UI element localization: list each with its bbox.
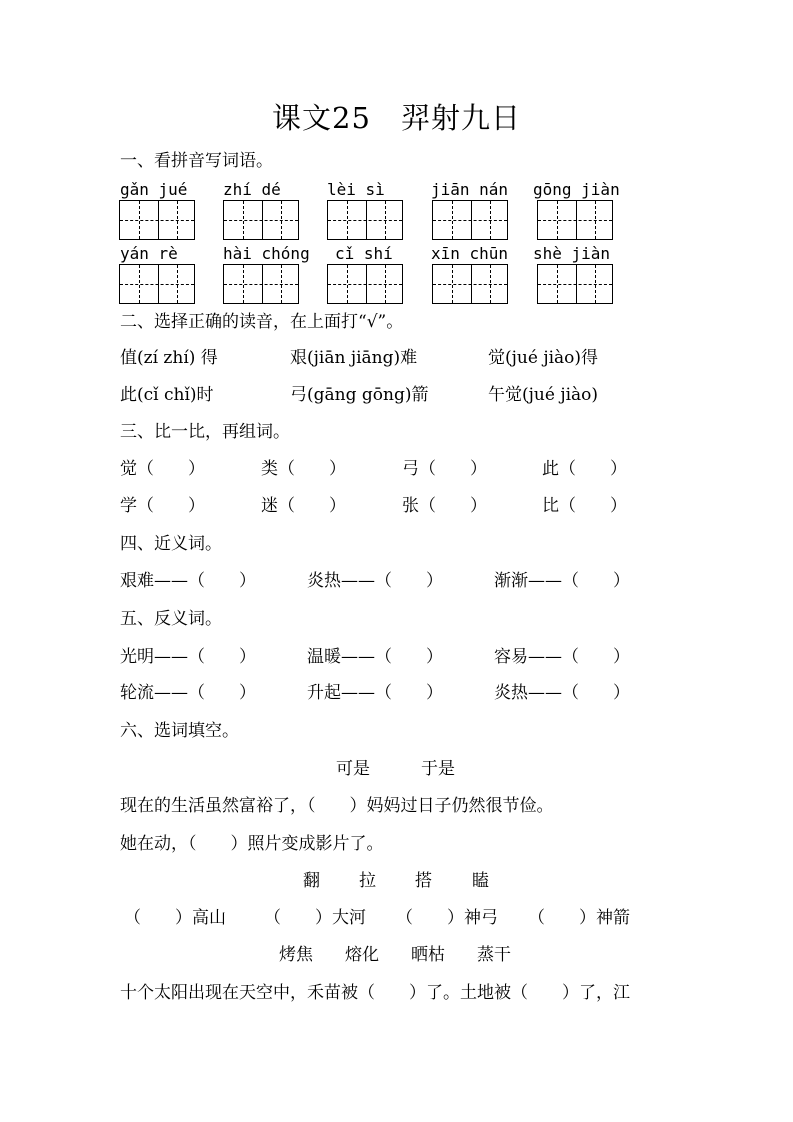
pinyin-5: gōng jiàn [533,180,620,199]
pinyin-6: yán rè [120,244,178,263]
word-option: 烤焦 [279,945,313,965]
antonym-blank[interactable]: 炎热——（ ） [494,683,630,703]
word-blank[interactable]: 弓（ ） [402,459,487,479]
pinyin-4: jiān nán [431,180,509,199]
sentence-2[interactable]: 她在动，（ ）照片变成影片了。 [120,834,384,854]
writing-box[interactable] [119,200,195,240]
word-option: 蒸干 [477,945,511,965]
phrase-blank[interactable]: （ ）高山 [124,908,226,928]
reading-choice[interactable]: 午觉(jué jiào) [488,385,599,405]
writing-box[interactable] [223,200,299,240]
section-2-heading: 二、选择正确的读音，在上面打“√”。 [120,312,404,332]
synonym-blank[interactable]: 艰难——（ ） [120,571,256,591]
word-option: 于是 [421,759,455,779]
word-blank[interactable]: 张（ ） [402,496,487,516]
antonym-blank[interactable]: 温暖——（ ） [307,647,443,667]
writing-box[interactable] [119,264,195,304]
pinyin-8: cǐ shí [335,244,393,263]
word-blank[interactable]: 类（ ） [261,459,346,479]
pinyin-1: gǎn jué [120,180,188,199]
word-option: 瞌 [472,871,489,891]
pinyin-10: shè jiàn [533,244,611,263]
synonym-blank[interactable]: 炎热——（ ） [307,571,443,591]
word-option: 拉 [359,871,376,891]
word-option: 翻 [303,871,320,891]
antonym-blank[interactable]: 容易——（ ） [494,647,630,667]
reading-choice[interactable]: 弓(gāng gōng)箭 [290,385,429,405]
antonym-blank[interactable]: 光明——（ ） [120,647,256,667]
reading-choice[interactable]: 此(cǐ chǐ)时 [120,385,214,405]
page-title: 课文25 羿射九日 [272,101,521,135]
pinyin-2: zhí dé [223,180,281,199]
word-blank[interactable]: 迷（ ） [261,496,346,516]
pinyin-3: lèi sì [327,180,385,199]
writing-box[interactable] [432,200,508,240]
reading-choice[interactable]: 值(zí zhí) 得 [120,348,218,368]
word-blank[interactable]: 比（ ） [542,496,627,516]
writing-box[interactable] [327,264,403,304]
writing-box[interactable] [327,200,403,240]
synonym-blank[interactable]: 渐渐——（ ） [494,571,630,591]
phrase-blank[interactable]: （ ）神箭 [528,908,630,928]
word-option: 熔化 [345,945,379,965]
phrase-blank[interactable]: （ ）大河 [264,908,366,928]
writing-box[interactable] [537,200,613,240]
writing-box[interactable] [432,264,508,304]
word-blank[interactable]: 此（ ） [542,459,627,479]
antonym-blank[interactable]: 升起——（ ） [307,683,443,703]
section-5-heading: 五、反义词。 [120,609,222,629]
reading-choice[interactable]: 觉(jué jiào)得 [488,348,599,368]
writing-box[interactable] [223,264,299,304]
sentence-1[interactable]: 现在的生活虽然富裕了，（ ）妈妈过日子仍然很节俭。 [120,796,554,816]
section-3-heading: 三、比一比，再组词。 [120,422,290,442]
antonym-blank[interactable]: 轮流——（ ） [120,683,256,703]
word-blank[interactable]: 学（ ） [120,496,205,516]
reading-choice[interactable]: 艰(jiān jiāng)难 [290,348,418,368]
word-blank[interactable]: 觉（ ） [120,459,205,479]
sentence-3[interactable]: 十个太阳出现在天空中，禾苗被（ ）了。土地被（ ）了，江 [120,983,630,1003]
phrase-blank[interactable]: （ ）神弓 [396,908,498,928]
pinyin-9: xīn chūn [431,244,509,263]
pinyin-7: hài chóng [223,244,310,263]
section-1-heading: 一、看拼音写词语。 [120,151,273,171]
writing-box[interactable] [537,264,613,304]
section-6-heading: 六、选词填空。 [120,721,239,741]
word-option: 可是 [336,759,370,779]
word-option: 搭 [415,871,432,891]
word-option: 晒枯 [411,945,445,965]
section-4-heading: 四、近义词。 [120,534,222,554]
